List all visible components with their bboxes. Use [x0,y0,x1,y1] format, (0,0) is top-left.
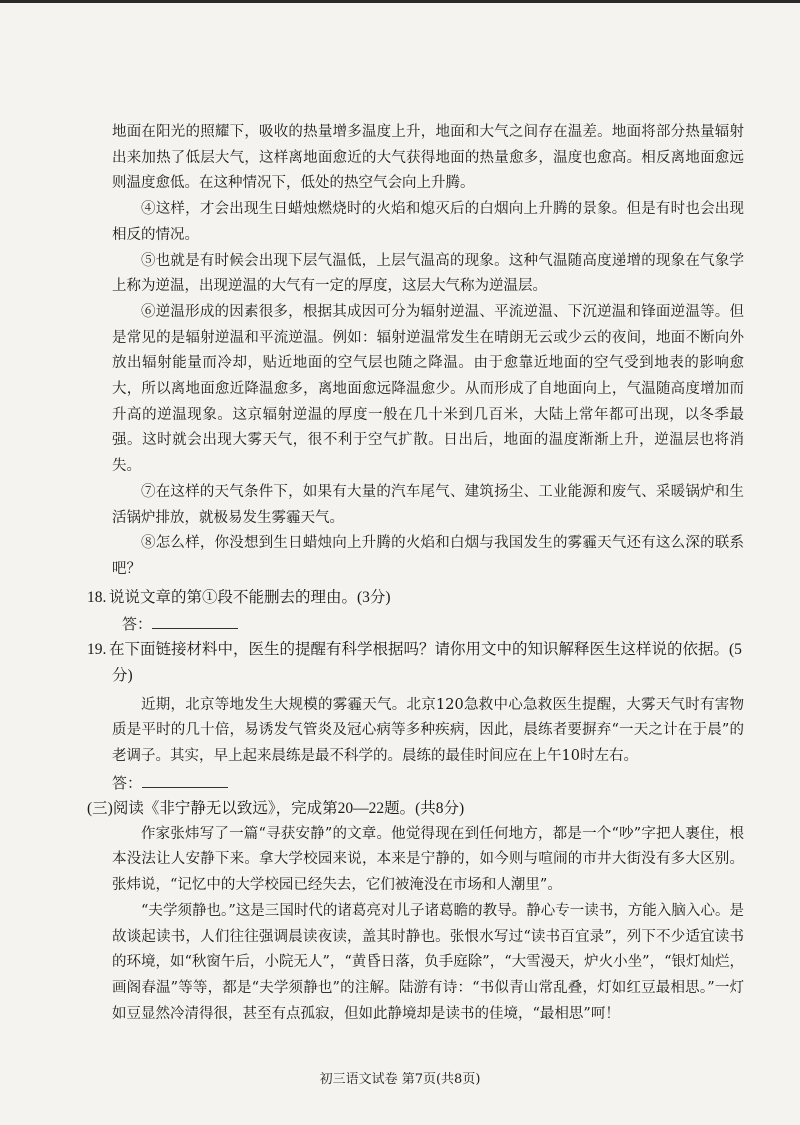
answer-label: 答： [122,614,153,633]
answer-line-18[interactable] [122,611,744,637]
question-19-number: 19. [87,640,107,658]
section-3-paragraph-2: “夫学须静也。”这是三国时代的诸葛亮对儿子诸葛瞻的教导。静心专一读书，方能入脑入心。是故谈起读书，人们往往强调晨读夜读，盖其时静也。张恨水写过“读书百宜录”，列下不少适宜读书的环境，如“秋窗午后，小院无人”，“黄昏日落，负手庭除”，“大雪漫天，炉火小坐”，“银灯灿烂，画阁春温”等等，都是“夫学须静也”的注解。陆游有诗：“书似青山常乱叠，灯如红豆最相思。”一灯如豆显然冷清得很，甚至有点孤寂，但如此静境却是读书的佳境，“最相思”呵！ [112,902,744,1022]
article-paragraph: 地面在阳光的照耀下，吸收的热量增多温度上升，地面和大气之间存在温差。地面将部分热量辐射出来加热了低层大气，这样离地面愈近的大气获得地面的热量愈多，温度也愈高。相反离地面愈远则温度愈低。在这种情况下，低处的热空气会向上升腾。 [112,124,744,192]
question-18 [87,585,744,611]
document-page [87,120,744,1027]
article-paragraph-7: ⑦在这样的天气条件下，如果有大量的汽车尾气、建筑扬尘、工业能源和废气、采暖锅炉和生活锅炉排放，就极易发生雾霾天气。 [112,483,744,526]
answer-blank[interactable] [142,773,228,788]
article-paragraph-8: ⑧怎么样，你没想到生日蜡烛向上升腾的火焰和白烟与我国发生的雾霾天气还有这么深的联系吧？ [112,535,744,577]
question-18-text: 说说文章的第①段不能删去的理由。(3分) [109,588,391,606]
answer-blank[interactable] [152,614,238,629]
section-3-paragraph-1: 作家张炜写了一篇“寻获安静”的文章。他觉得现在到任何地方，都是一个“吵”字把人裹住，根本没法让人安静下来。拿大学校园来说，本来是宁静的，如今则与喧闹的市井大街没有多大区别。张炜说，“记忆中的大学校园已经失去，它们被淹没在市场和人潮里”。 [112,825,744,894]
article-paragraph-4: ④这样，才会出现生日蜡烛燃烧时的火焰和熄灭后的白烟向上升腾的景象。但是有时也会出现相反的情况。 [112,201,744,243]
question-19 [87,637,744,689]
question-18-number: 18. [87,588,107,606]
article-paragraph-6: ⑥逆温形成的因素很多，根据其成因可分为辐射逆温、平流逆温、下沉逆温和锋面逆温等。但是常见的是辐射逆温和平流逆温。例如：辐射逆温常发生在晴朗无云或少云的夜间，地面不断向外放出辐射能量而冷却，贴近地面的空气层也随之降温。由于愈靠近地面的空气受到地表的影响愈大，所以离地面愈近降温愈多，离地面愈远降温愈少。从而形成了自地面向上，气温随高度增加而升高的逆温现象。这京辐射逆温的厚度一般在几十米到几百米，大陆上常年都可出现，以冬季最强。这时就会出现大雾天气，很不利于空气扩散。日出后，地面的温度渐渐上升，逆温层也将消失。 [112,303,744,475]
answer-line-19[interactable] [112,770,744,796]
article-paragraph-5: ⑤也就是有时候会出现下层气温低，上层气温高的现象。这种气温随高度递增的现象在气象学上称为逆温，出现逆温的大气有一定的厚度，这层大气称为逆温层。 [112,252,744,295]
answer-label: 答： [112,773,143,792]
question-19-text: 在下面链接材料中，医生的提醒有科学根据吗？请你用文中的知识解释医生这样说的依据。(5分) [109,640,742,684]
article-continuation [112,120,744,583]
section-3-heading: (三)阅读《非宁静无以致远》，完成第20—22题。(共8分) [87,799,465,817]
question-19-material: 近期，北京等地发生大规模的雾霾天气。北京120急救中心急救医生提醒，大雾天气时有害物质是平时的几十倍，易诱发气管炎及冠心病等多种疾病，因此，晨练者要摒弃“一天之计在于晨”的老调子。其实，早上起来晨练是最不科学的。晨练的最佳时间应在上午10时左右。 [112,696,744,765]
page-footer: 初三语文试卷 第7页(共8页) [319,1072,481,1087]
scan-edge-line [0,0,800,3]
